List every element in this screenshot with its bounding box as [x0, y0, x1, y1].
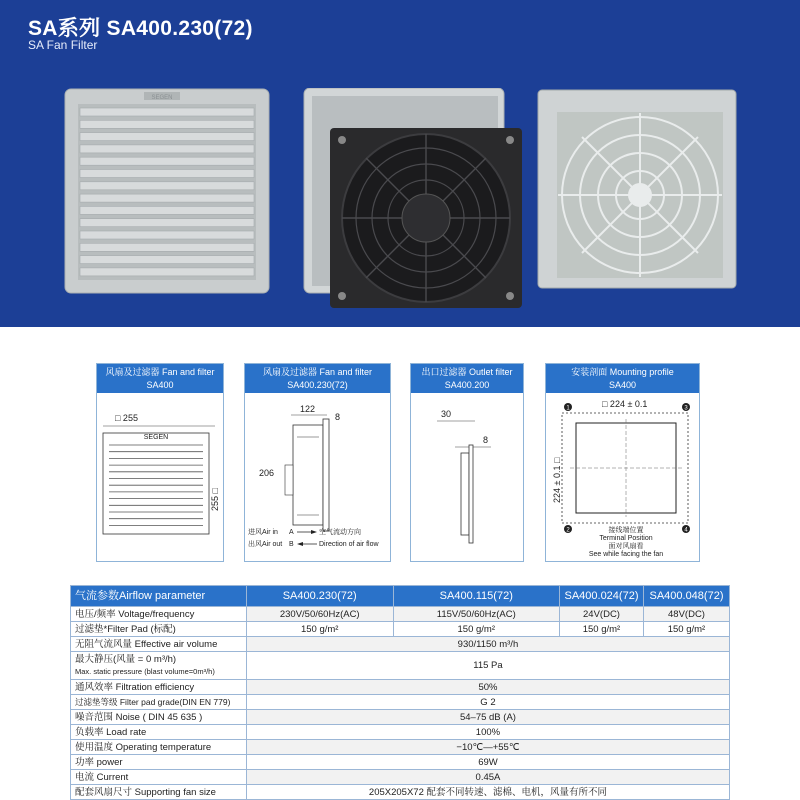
- row-label: 无阻气流风量 Effective air volume: [71, 637, 247, 652]
- header-model: SA400.115(72): [393, 586, 559, 607]
- panel-header: [411, 364, 523, 393]
- offset-dimension: 8: [483, 435, 489, 445]
- cell-value: 230V/50/60Hz(AC): [246, 607, 393, 622]
- cell-value: 50%: [246, 680, 729, 695]
- height-dimension: 224 ± 0.1 □: [552, 457, 562, 503]
- louver-slat: [80, 256, 254, 264]
- header-model: SA400.230(72): [246, 586, 393, 607]
- louver-slat: [80, 182, 254, 190]
- table-row: [71, 607, 730, 622]
- row-label: 通风效率 Filtration efficiency: [71, 680, 247, 695]
- table-row: [71, 710, 730, 725]
- side-view-drawing: [245, 393, 390, 560]
- louver-slat: [80, 145, 254, 153]
- panel-fan-filter-side: [244, 363, 391, 562]
- facing-note-cn: 面对风扇看: [608, 543, 644, 550]
- panel-model: SA400.200: [444, 380, 490, 390]
- panel-outlet-filter: [410, 363, 524, 562]
- cell-value: 150 g/m²: [560, 622, 644, 637]
- louver-slat: [80, 219, 254, 227]
- corner-marker: 1: [566, 405, 570, 412]
- table-row: [71, 637, 730, 652]
- cell-value: 54–75 dB (A): [246, 710, 729, 725]
- panel-title: 风扇及过滤器 Fan and filter: [105, 367, 215, 377]
- air-in-letter: A: [289, 529, 294, 536]
- table-row: [71, 740, 730, 755]
- product-title: SA系列 SA400.230(72): [28, 17, 253, 40]
- corner-marker: 4: [684, 527, 688, 534]
- louver-slat: [80, 268, 254, 276]
- front-view-drawing: [97, 393, 223, 560]
- product-subtitle: SA Fan Filter: [28, 38, 98, 52]
- louver-slat: [80, 170, 254, 178]
- cell-value: 48V(DC): [643, 607, 729, 622]
- louver-slat: [80, 243, 254, 251]
- offset-dimension: 8: [335, 412, 341, 422]
- row-label: 过滤垫*Filter Pad (标配): [71, 622, 247, 637]
- facing-note-en: See while facing the fan: [588, 551, 664, 558]
- cell-value: 115V/50/60Hz(AC): [393, 607, 559, 622]
- table-row: [71, 622, 730, 637]
- panel-header: [546, 364, 699, 393]
- row-label: 电流 Current: [71, 770, 247, 785]
- table-header: [71, 586, 730, 607]
- header-parameter: 气流参数Airflow parameter: [71, 586, 247, 607]
- panel-fan-filter: [96, 363, 224, 562]
- terminal-position-en: Terminal Position: [599, 535, 653, 542]
- row-label: 噪音范围 Noise ( DIN 45 635 ): [71, 710, 247, 725]
- row-label-en: Max. static pressure (blast volume=0m³/h): [75, 666, 215, 676]
- height-dimension: 255 □: [210, 488, 220, 511]
- table-row: [71, 695, 730, 710]
- width-dimension: □ 224 ± 0.1: [602, 399, 648, 409]
- terminal-position-cn: 接线端位置: [608, 527, 644, 534]
- table-row: [71, 680, 730, 695]
- product-banner: [0, 0, 800, 327]
- row-label: [71, 652, 247, 680]
- table-row: [71, 755, 730, 770]
- cell-value: 930/1150 m³/h: [246, 637, 729, 652]
- cell-value: 0.45A: [246, 770, 729, 785]
- air-out-label: 出风Air out: [248, 541, 283, 548]
- cell-value: 24V(DC): [560, 607, 644, 622]
- width-dimension: □ 255: [115, 413, 138, 423]
- row-label: 使用温度 Operating temperature: [71, 740, 247, 755]
- cell-value: 69W: [246, 755, 729, 770]
- airflow-direction-en: Direction of air flow: [319, 541, 379, 548]
- air-in-label: 进风Air in: [248, 529, 278, 536]
- row-label: 电压/频率 Voltage/frequency: [71, 607, 247, 622]
- louver-slat: [80, 206, 254, 214]
- header-model: SA400.024(72): [560, 586, 644, 607]
- table-row: [71, 725, 730, 740]
- depth-dimension: 122: [300, 404, 316, 414]
- louver-slat: [80, 231, 254, 239]
- cell-value: 150 g/m²: [643, 622, 729, 637]
- panel-model: SA400: [146, 380, 174, 390]
- panel-header: [245, 364, 390, 393]
- table-row: [71, 652, 730, 680]
- panel-header: [97, 364, 223, 393]
- airflow-direction-cn: 空气流动方向: [319, 529, 361, 536]
- row-label-cn: 最大静压(风量 = 0 m³/h): [75, 653, 177, 665]
- cell-value: −10℃—+55℃: [246, 740, 729, 755]
- louver-slat: [80, 120, 254, 128]
- cell-value: 205X205X72 配套不同转速、滤棉、电机，风量有所不同: [246, 785, 729, 800]
- panel-model: SA400: [608, 380, 637, 390]
- panel-mounting-profile: [545, 363, 700, 562]
- outlet-side-drawing: [411, 393, 523, 560]
- height-dimension: 206: [259, 468, 275, 478]
- fan-unit-photo: [300, 88, 522, 310]
- row-label: 配套风扇尺寸 Supporting fan size: [71, 785, 247, 800]
- cell-value: 150 g/m²: [393, 622, 559, 637]
- table-row: [71, 770, 730, 785]
- louver-slat: [80, 157, 254, 165]
- cell-value: 115 Pa: [246, 652, 729, 680]
- panel-title: 安装剖面 Mounting profile: [571, 367, 674, 377]
- filter-grille-photo: [64, 88, 270, 294]
- cell-value: 150 g/m²: [246, 622, 393, 637]
- cell-value: 100%: [246, 725, 729, 740]
- header-model: SA400.048(72): [643, 586, 729, 607]
- corner-marker: 3: [684, 405, 688, 412]
- panel-model: SA400.230(72): [287, 380, 348, 390]
- panel-title: 风扇及过滤器 Fan and filter: [262, 367, 373, 377]
- louver-slat: [80, 194, 254, 202]
- row-label: 过滤垫等级 Filter pad grade(DIN EN 779): [71, 695, 247, 710]
- filter-back-photo: [537, 88, 737, 292]
- air-out-letter: B: [289, 541, 294, 548]
- drawing-logo: SEGEN: [143, 434, 169, 441]
- louver-slat: [80, 133, 254, 141]
- louver-slat: [80, 108, 254, 116]
- row-label: 功率 power: [71, 755, 247, 770]
- airflow-parameter-table: [70, 585, 730, 800]
- row-label: 负载率 Load rate: [71, 725, 247, 740]
- cell-value: G 2: [246, 695, 729, 710]
- brand-logo: SEGEN: [151, 95, 173, 101]
- cutout-drawing: [546, 393, 699, 560]
- panel-title: 出口过滤器 Outlet filter: [421, 367, 513, 377]
- table-row: [71, 785, 730, 800]
- depth-dimension: 30: [441, 409, 452, 419]
- corner-marker: 2: [566, 527, 570, 534]
